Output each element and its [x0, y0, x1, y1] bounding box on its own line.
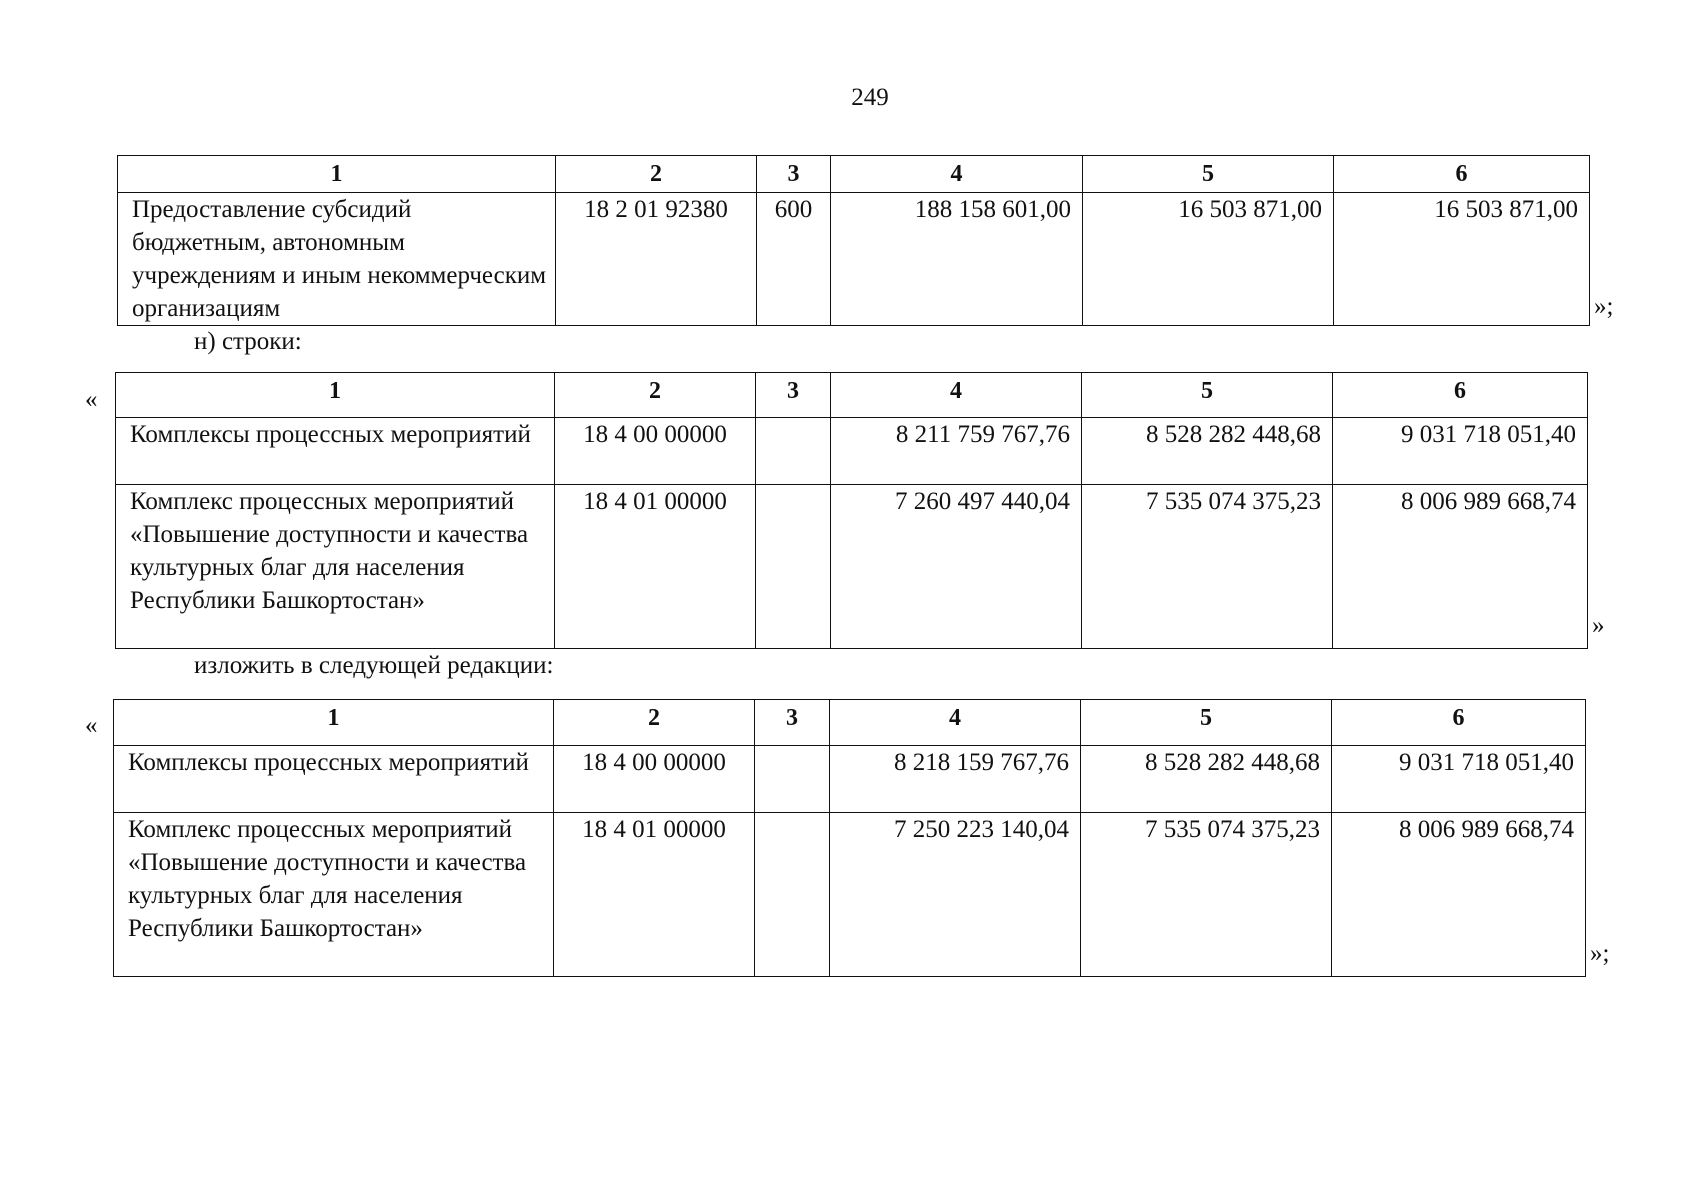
row-code: 18 4 00 00000 [554, 746, 755, 813]
phrase-new-edition: изложить в следующей редакции: [194, 652, 554, 679]
table-row [114, 746, 1586, 813]
row-value-6: 9 031 718 051,40 [1332, 746, 1586, 813]
header-cell-1: 1 [114, 700, 554, 746]
header-cell-4: 4 [831, 373, 1082, 418]
closing-quote-mark: »; [1590, 940, 1610, 967]
header-cell-3: 3 [757, 156, 831, 193]
row-type [755, 813, 830, 977]
header-cell-2: 2 [556, 156, 757, 193]
header-cell-6: 6 [1332, 700, 1586, 746]
row-value-4: 8 211 759 767,76 [831, 418, 1082, 485]
row-value-5: 16 503 871,00 [1083, 193, 1334, 326]
header-cell-3: 3 [756, 373, 831, 418]
row-value-6: 8 006 989 668,74 [1333, 485, 1588, 649]
row-value-4: 7 250 223 140,04 [830, 813, 1081, 977]
header-cell-2: 2 [555, 373, 756, 418]
table-row [114, 813, 1586, 977]
row-value-6: 16 503 871,00 [1334, 193, 1590, 326]
row-value-6: 8 006 989 668,74 [1332, 813, 1586, 977]
row-value-4: 8 218 159 767,76 [830, 746, 1081, 813]
row-name: Комплекс процессных мероприятий «Повышение доступности и качества культурных благ для населения Республики Башкортостан» [114, 813, 554, 977]
header-cell-3: 3 [755, 700, 830, 746]
table-subsidies [117, 155, 1590, 326]
table-header-row [118, 156, 1590, 193]
row-value-4: 7 260 497 440,04 [831, 485, 1082, 649]
header-cell-4: 4 [830, 700, 1081, 746]
table-header-row [114, 700, 1586, 746]
header-cell-4: 4 [831, 156, 1083, 193]
table-header-row [116, 373, 1588, 418]
row-code: 18 4 01 00000 [554, 813, 755, 977]
table-row [118, 193, 1590, 326]
row-name: Комплексы процессных мероприятий [116, 418, 555, 485]
phrase-rows: н) строки: [194, 328, 302, 355]
row-name: Комплекс процессных мероприятий «Повышение доступности и качества культурных благ для населения Республики Башкортостан» [116, 485, 555, 649]
row-name: Комплексы процессных мероприятий [114, 746, 554, 813]
page-number: 249 [851, 84, 889, 111]
opening-quote-mark: « [85, 386, 98, 413]
header-cell-1: 1 [118, 156, 556, 193]
header-cell-5: 5 [1083, 156, 1334, 193]
row-value-6: 9 031 718 051,40 [1333, 418, 1588, 485]
header-cell-6: 6 [1333, 373, 1588, 418]
row-type [756, 418, 831, 485]
row-name: Предоставление субсидий бюджетным, автономным учреждениям и иным некоммерческим организациям [118, 193, 556, 326]
row-type: 600 [757, 193, 831, 326]
row-code: 18 2 01 92380 [556, 193, 757, 326]
row-value-5: 7 535 074 375,23 [1081, 813, 1332, 977]
row-value-4: 188 158 601,00 [831, 193, 1083, 326]
header-cell-6: 6 [1334, 156, 1590, 193]
header-cell-2: 2 [554, 700, 755, 746]
closing-quote-mark: » [1592, 612, 1605, 639]
row-value-5: 8 528 282 448,68 [1081, 746, 1332, 813]
header-cell-1: 1 [116, 373, 555, 418]
header-cell-5: 5 [1082, 373, 1333, 418]
header-cell-5: 5 [1081, 700, 1332, 746]
table-current-rows [115, 372, 1588, 649]
row-type [756, 485, 831, 649]
table-new-rows [113, 699, 1586, 977]
row-code: 18 4 01 00000 [555, 485, 756, 649]
row-value-5: 8 528 282 448,68 [1082, 418, 1333, 485]
table-row [116, 485, 1588, 649]
row-value-5: 7 535 074 375,23 [1082, 485, 1333, 649]
closing-quote-mark: »; [1594, 293, 1614, 320]
row-code: 18 4 00 00000 [555, 418, 756, 485]
opening-quote-mark: « [85, 712, 98, 739]
table-row [116, 418, 1588, 485]
row-type [755, 746, 830, 813]
